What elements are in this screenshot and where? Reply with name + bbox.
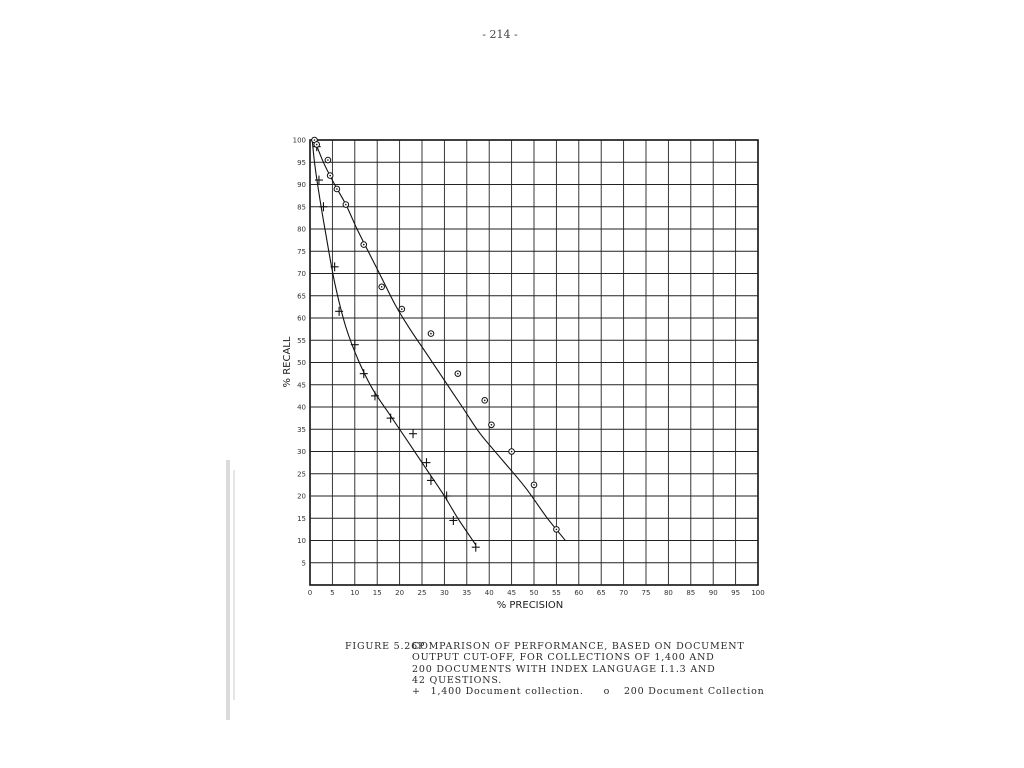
- data-points: [312, 137, 560, 551]
- y-tick-label: 15: [297, 514, 306, 523]
- circle-dot: [316, 144, 318, 146]
- y-tick-label: 30: [297, 448, 306, 456]
- y-tick-label: 50: [297, 359, 306, 367]
- point-circle: [455, 371, 461, 377]
- y-tick-label: 75: [297, 247, 306, 256]
- point-circle: [482, 398, 488, 404]
- y-tick-labels: [293, 137, 306, 568]
- scan-artifact: [233, 470, 235, 700]
- caption-line: 42 QUESTIONS.: [412, 675, 503, 687]
- point-circle: [489, 422, 495, 428]
- x-tick-label: 25: [417, 589, 427, 597]
- x-tick-label: 80: [663, 589, 673, 597]
- x-tick-label: 10: [350, 589, 360, 597]
- figure-caption: [412, 641, 745, 687]
- circle-dot: [363, 244, 365, 246]
- point-plus: [409, 429, 417, 438]
- y-tick-label: 5: [301, 559, 306, 568]
- x-tick-label: 70: [619, 589, 629, 597]
- y-tick-label: 80: [297, 225, 306, 234]
- y-tick-label: 95: [297, 158, 306, 167]
- y-tick-label: 45: [297, 381, 306, 390]
- circle-dot: [329, 175, 331, 177]
- scan-artifact: [226, 460, 230, 720]
- circle-dot: [484, 400, 486, 402]
- curve-1400-documents: [312, 140, 476, 545]
- point-plus: [371, 391, 379, 400]
- legend-circle-symbol: o: [603, 686, 611, 697]
- point-plus: [472, 543, 480, 552]
- x-tick-label: 5: [330, 589, 335, 597]
- circle-dot: [491, 424, 493, 426]
- point-circle: [334, 186, 340, 192]
- point-circle: [314, 142, 320, 148]
- fitted-curves: [312, 140, 565, 545]
- point-circle: [554, 527, 560, 533]
- y-tick-label: 100: [292, 136, 306, 145]
- x-tick-label: 100: [751, 589, 765, 597]
- point-circle: [325, 157, 331, 163]
- x-tick-label: 90: [708, 589, 718, 597]
- circle-dot: [457, 373, 459, 375]
- y-tick-label: 85: [297, 203, 306, 212]
- figure-legend: [412, 686, 765, 697]
- x-tick-label: 40: [484, 589, 494, 597]
- circle-dot: [327, 159, 329, 161]
- y-tick-label: 60: [297, 314, 306, 323]
- point-circle: [399, 306, 405, 312]
- point-plus: [443, 492, 451, 501]
- circle-dot: [556, 529, 558, 531]
- x-tick-label: 85: [686, 589, 696, 597]
- x-tick-label: 0: [307, 589, 313, 597]
- y-tick-label: 35: [297, 425, 306, 434]
- y-tick-label: 10: [297, 537, 306, 545]
- point-circle: [531, 482, 537, 488]
- y-tick-label: 70: [297, 270, 306, 278]
- legend-circle-text: 200 Document Collection: [623, 686, 765, 697]
- circle-dot: [345, 204, 347, 206]
- circle-dot: [430, 333, 432, 335]
- point-circle: [343, 202, 349, 208]
- x-axis-label: % PRECISION: [496, 600, 564, 611]
- x-tick-label: 20: [395, 589, 405, 597]
- point-circle: [379, 284, 385, 290]
- x-tick-labels: [308, 589, 765, 597]
- x-tick-label: 45: [507, 589, 517, 597]
- y-tick-label: 90: [297, 181, 306, 189]
- y-tick-label: 40: [297, 403, 306, 412]
- y-tick-label: 65: [297, 292, 306, 301]
- caption-line: COMPARISON OF PERFORMANCE, BASED ON DOCUMENT: [412, 641, 745, 652]
- point-circle: [428, 331, 434, 337]
- circle-dot: [511, 451, 513, 453]
- x-tick-label: 15: [372, 589, 382, 597]
- point-plus: [351, 340, 359, 349]
- legend-plus-symbol: +: [412, 686, 421, 697]
- y-axis-label: % RECALL: [282, 336, 293, 388]
- point-plus: [387, 414, 395, 423]
- x-tick-label: 75: [641, 589, 651, 597]
- x-tick-label: 35: [462, 589, 472, 597]
- y-tick-label: 55: [297, 336, 306, 345]
- y-tick-label: 20: [297, 492, 306, 501]
- chart-grid: [310, 140, 758, 585]
- circle-dot: [336, 188, 338, 190]
- x-tick-label: 60: [574, 589, 584, 597]
- caption-line: OUTPUT CUT-OFF, FOR COLLECTIONS OF 1,400 AND: [412, 652, 715, 664]
- caption-line: 200 DOCUMENTS WITH INDEX LANGUAGE I.1.3 AND: [412, 663, 716, 675]
- figure-label: FIGURE 5.26P: [345, 641, 426, 652]
- x-tick-label: 65: [596, 589, 606, 597]
- point-circle: [327, 173, 333, 179]
- x-tick-label: 55: [551, 589, 561, 597]
- point-plus: [427, 476, 435, 485]
- circle-dot: [401, 308, 403, 310]
- point-plus: [449, 516, 457, 525]
- circle-dot: [533, 484, 535, 486]
- x-tick-label: 95: [731, 589, 741, 597]
- point-circle: [509, 449, 515, 455]
- y-tick-label: 25: [297, 470, 306, 479]
- point-circle: [361, 242, 367, 248]
- circle-dot: [314, 139, 316, 141]
- circle-dot: [381, 286, 383, 288]
- x-tick-label: 50: [529, 589, 539, 597]
- legend-plus-text: 1,400 Document collection.: [430, 686, 584, 697]
- x-tick-label: 30: [439, 589, 449, 597]
- page-number: - 214 -: [482, 28, 518, 41]
